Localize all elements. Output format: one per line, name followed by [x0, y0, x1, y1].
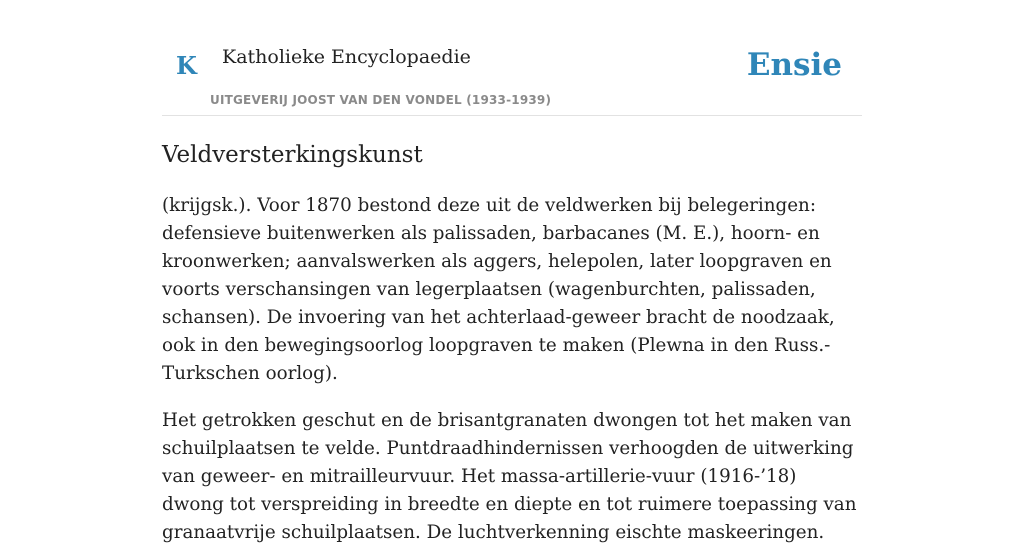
- book-title[interactable]: Katholieke Encyclopaedie: [222, 46, 471, 68]
- article-paragraph: Het getrokken geschut en de brisantgranaten dwongen tot het maken van schuilplaatsen te velde. Puntdraadhindernissen verhoogden de uitwerking van geweer- en mitrailleurvuur. Het massa-artillerie-vuur (1916-’18) dwong tot verspreiding in breedte en diepte en tot ruimere toepassing van granaatvrije schuilplaatsen. De luchtverkenning eischte maskeeringen.: [162, 410, 857, 543]
- article: [162, 140, 862, 547]
- article-paragraph: (krijgsk.). Voor 1870 bestond deze uit de veldwerken bij belegeringen: defensieve buitenwerken als palissaden, barbacanes (M. E.), hoorn- en kroonwerken; aanvalswerken als aggers, helepolen, later loopgraven en voorts verschansingen van legerplaatsen (wagenburchten, palissaden, schansen). De invoering van het achterlaad-geweer bracht de noodzaak, ook in den bewegingsoorlog loopgraven te maken (Plewna in den Russ.-Turkschen oorlog).: [162, 195, 835, 384]
- ensie-logo-link[interactable]: Ensie: [746, 47, 842, 83]
- logo-icon[interactable]: K: [176, 51, 197, 80]
- publisher-subtitle: UITGEVERIJ JOOST VAN DEN VONDEL (1933-1939): [210, 93, 552, 107]
- article-title: Veldversterkingskunst: [162, 142, 423, 168]
- site-header: [162, 0, 862, 116]
